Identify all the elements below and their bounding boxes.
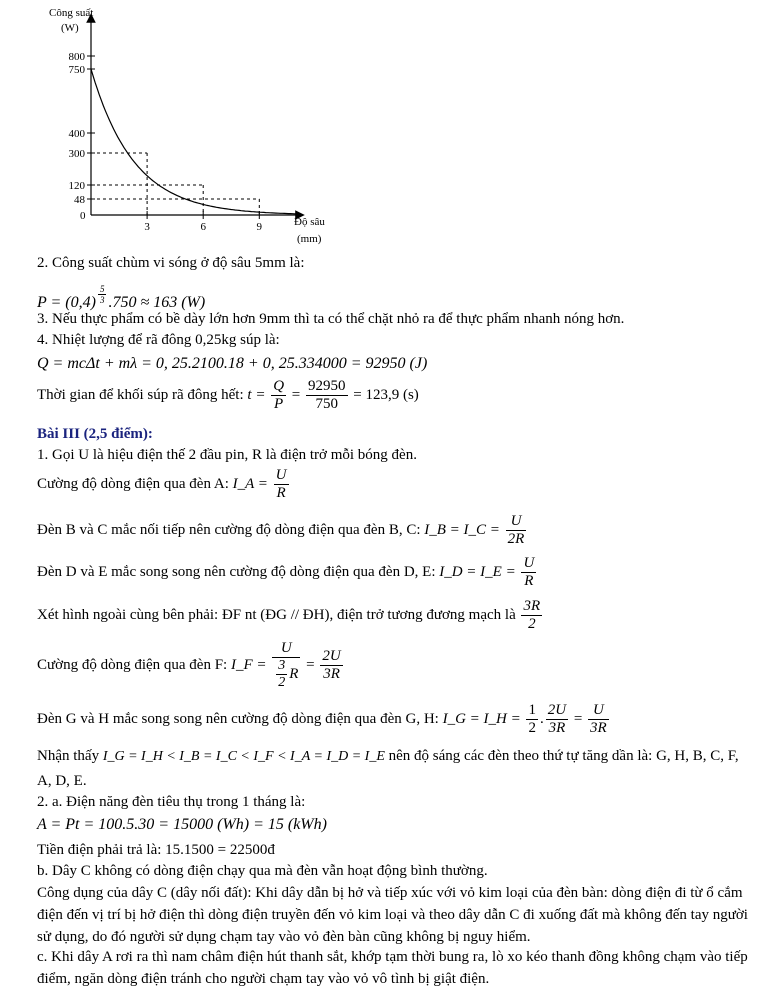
y-tick-label: 800: [68, 51, 85, 63]
thaw-result: = 123,9 (s): [353, 387, 419, 404]
line-heat-title: 4. Nhiệt lượng để rã đông 0,25kg súp là:: [37, 332, 280, 348]
line-c3: Tiền điện phải trả là: 15.1500 = 22500đ: [37, 842, 275, 858]
eq-power-5mm: [37, 284, 205, 312]
x-axis-label-2: (mm): [297, 233, 322, 245]
b6-lhs: I_F =: [230, 657, 267, 674]
line-power-5mm-title: 2. Công suất chùm vi sóng ở độ sâu 5mm là:: [37, 255, 305, 271]
b4-text: Đèn D và E mắc song song nên cường độ dòng điện qua đèn D, E:: [37, 564, 436, 581]
power-curve: [91, 69, 297, 214]
power-depth-chart: [0, 0, 340, 250]
x-tick-label: 9: [256, 221, 263, 233]
line-b9: A, D, E.: [37, 773, 87, 789]
b7-f3-num: U: [588, 702, 609, 720]
frac-p: P: [274, 396, 284, 413]
thaw-t: t =: [247, 387, 266, 404]
b5-text: Xét hình ngoài cùng bên phải: ĐF nt (ĐG // ĐH), điện trở tương đương mạch là: [37, 607, 516, 624]
b3-text: Đèn B và C mắc nối tiếp nên cường độ dòng điện qua đèn B, C:: [37, 522, 421, 539]
b3-num: U: [506, 513, 527, 531]
b6-r-den: 3R: [323, 666, 340, 683]
exp-den: 3: [99, 295, 105, 306]
b2-lhs: I_A =: [232, 476, 268, 493]
b3-den: 2R: [507, 531, 525, 548]
line-b4: [37, 555, 538, 591]
b3-lhs: I_B = I_C =: [424, 522, 500, 539]
b6-den-num: 3: [276, 658, 287, 675]
line-c4: b. Dây C không có dòng điện chạy qua mà đèn vẫn hoạt động bình thường.: [37, 863, 488, 879]
b6-r-num: 2U: [320, 648, 342, 666]
x-tick-label: 6: [200, 221, 206, 233]
para-c5: Công dụng của dây C (dây nối đất): Khi dây dẫn bị hở và tiếp xúc với vỏ kim loại của đèn bàn: dòng điện đi từ ổ cắm điện đến vị trí bị hở điện thì dòng điện truyền đến vỏ kim loại và theo dây dẫn C đi xuống đất mà không đến tay người sử dụng, do đó người sử dụng chạm tay vào vỏ đèn bàn cũng không bị nguy hiểm.: [37, 885, 748, 945]
b6-den-r: R: [289, 666, 299, 683]
b4-num: U: [521, 555, 536, 573]
frac-q: Q: [271, 378, 286, 396]
b2-num: U: [274, 467, 289, 485]
y-tick-label: 400: [68, 128, 85, 140]
exp-num: 5: [99, 284, 105, 294]
b7-eq: =: [573, 711, 583, 728]
b8-math: I_G = I_H < I_B = I_C < I_F < I_A = I_D = I_E: [102, 749, 385, 764]
eq-heat: Q = mcΔt + mλ = 0, 25.2100.18 + 0, 25.334000 = 92950 (J): [37, 355, 428, 372]
b4-lhs: I_D = I_E =: [439, 564, 516, 581]
b6-den-den: 2: [278, 675, 286, 691]
x-tick-label: 3: [144, 221, 150, 233]
b5-num: 3R: [521, 598, 542, 616]
line-b1: 1. Gọi U là hiệu điện thế 2 đầu pin, R là điện trở mỗi bóng đèn.: [37, 447, 417, 463]
b7-f3-den: 3R: [590, 720, 607, 737]
b5-den: 2: [528, 616, 536, 633]
b7-text: Đèn G và H mắc song song nên cường độ dòng điện qua đèn G, H:: [37, 711, 439, 728]
b2-text: Cường độ dòng điện qua đèn A:: [37, 476, 229, 493]
y-tick-label: 120: [68, 180, 85, 192]
section-heading: Bài III (2,5 điểm):: [37, 426, 153, 442]
b8-rest: nên độ sáng các đèn theo thứ tự tăng dần là: G, H, B, C, F,: [388, 748, 739, 764]
b7-lhs: I_G = I_H =: [442, 711, 521, 728]
line-b7: Đèn G và H mắc song song nên cường độ dòng điện qua đèn G, H: I_G = I_H = $\frac{1}{2}$ . $\frac{2U}{3R}$ = $\frac{U}{3R}$: [37, 702, 607, 737]
eq-rhs: .750 ≈ 163 (W): [108, 293, 206, 311]
line-thickness-note: 3. Nếu thực phẩm có bề dày lớn hơn 9mm thì ta có thể chặt nhỏ ra để thực phẩm nhanh nóng hơn.: [37, 311, 625, 327]
y-tick-label: 300: [68, 148, 85, 160]
b7-f2-den: 3R: [548, 720, 566, 737]
line-b6: [37, 640, 345, 691]
y-tick-label: 48: [74, 194, 85, 206]
frac-750: 750: [315, 396, 339, 413]
line-b2: [37, 467, 291, 503]
line-b5: [37, 598, 544, 634]
y-axis-label-1: Công suất: [49, 7, 94, 19]
y-tick-label: 750: [68, 64, 85, 76]
origin-label: 0: [80, 210, 86, 222]
line-c2: A = Pt = 100.5.30 = 15000 (Wh) = 15 (kWh): [37, 816, 327, 833]
b7-f1-den: 2: [528, 720, 536, 737]
b7-f1-num: 1: [526, 702, 538, 720]
b6-eq: =: [306, 657, 315, 674]
b4-den: R: [524, 573, 534, 590]
frac-92950: 92950: [306, 378, 348, 396]
line-b3: [37, 513, 528, 549]
x-axis-label-1: Độ sâu: [294, 216, 325, 228]
line-b8: [37, 748, 739, 765]
b7-f2-num: 2U: [546, 702, 568, 720]
y-axis-label-2: (W): [61, 22, 79, 34]
b8-text: Nhận thấy: [37, 748, 100, 764]
line-thaw-time: Thời gian để khối súp rã đông hết: t = $\frac{Q}{P}$ = $\frac{92950}{750}$ = 123,9 (s): [37, 378, 419, 413]
eq-lhs: P = (0,4): [37, 293, 96, 311]
b6-num: U: [272, 640, 300, 658]
b2-den: R: [276, 485, 286, 502]
b6-text: Cường độ dòng điện qua đèn F:: [37, 657, 228, 674]
line-c1: 2. a. Điện năng đèn tiêu thụ trong 1 tháng là:: [37, 794, 306, 810]
thaw-text: Thời gian để khối súp rã đông hết:: [37, 387, 244, 404]
para-c6: c. Khi dây A rơi ra thì nam châm điện hút thanh sắt, khớp tạm thời bung ra, lò xo kéo thanh đồng không chạm vào tiếp điểm, ngăn dòng điện tránh cho người chạm tay vào vỏ vô tình bị giật điện.: [37, 949, 748, 987]
